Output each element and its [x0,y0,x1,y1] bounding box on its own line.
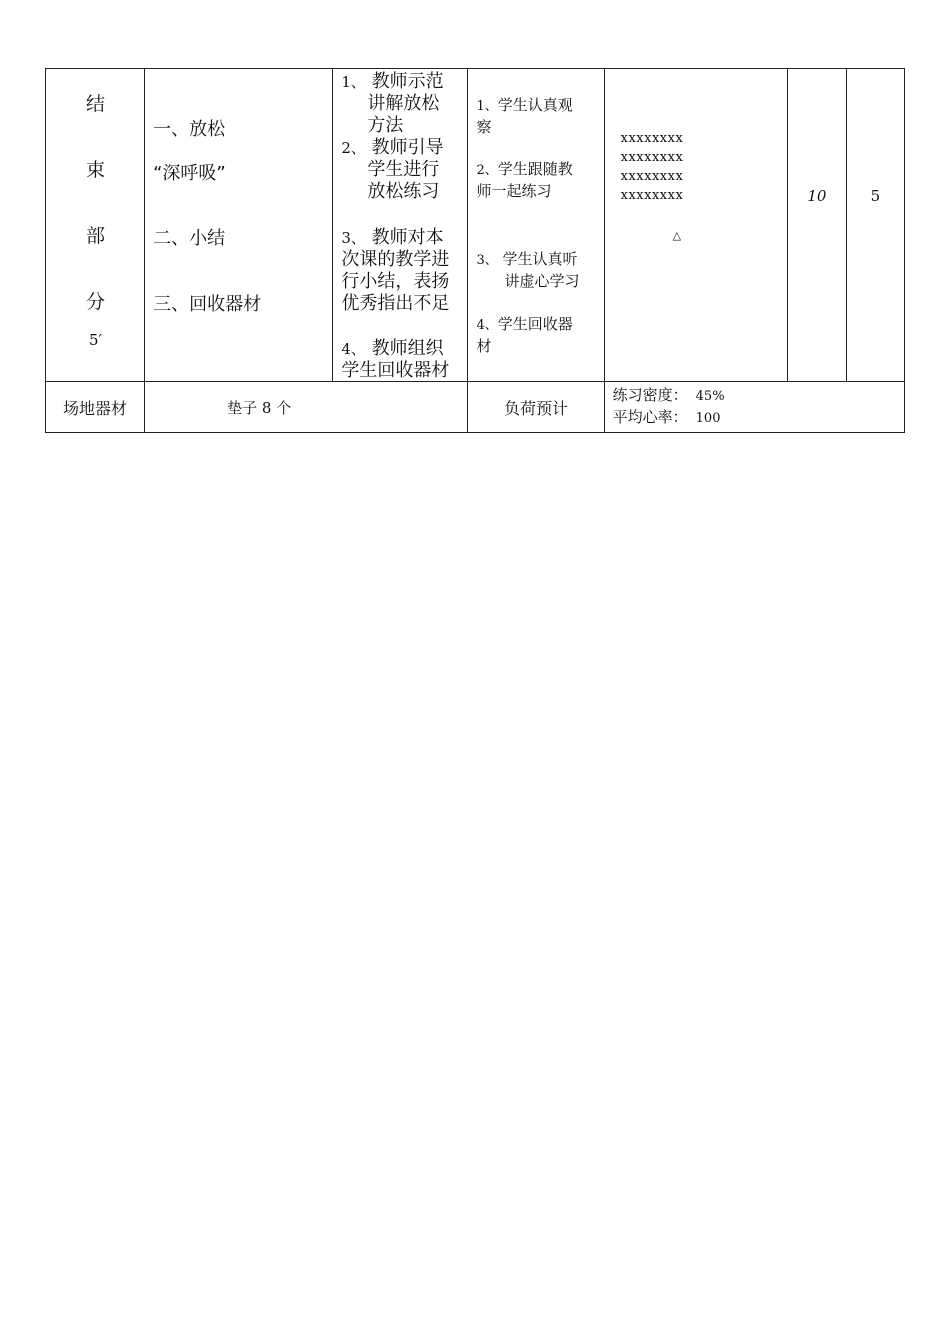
teacher-step-4 [341,338,461,382]
load-label: 负荷预计 [468,382,604,433]
step-text: 学生回收器 [497,315,573,333]
step-number: 2、 [341,139,366,157]
section-char: 部 [85,225,105,247]
step-number: 3、 [476,253,498,268]
time-cell [787,69,846,382]
step-text: 讲虚心学习 [504,272,580,290]
footer-row [46,382,905,433]
step-number: 1、 [476,99,498,114]
teacher-position-marker: △ [672,229,682,242]
density-label: 练习密度： [612,386,688,404]
content-item-collect: 三、回收器材 [153,294,262,315]
step-text: 师一起练习 [476,182,552,200]
step-text: 方法 [367,115,404,136]
student-step-4 [476,314,595,356]
step-text: 讲解放松 [367,93,440,114]
teacher-step-2 [341,137,461,203]
ending-section-row [46,69,905,382]
venue-value: 垫子 8 个 [145,382,468,433]
content-item-relax: 一、放松 [153,119,226,140]
step-text: 学生跟随教 [497,160,573,178]
content-cell [145,69,333,382]
venue-label: 场地器材 [46,382,145,433]
step-number: 3、 [341,229,366,247]
density-line [605,385,904,407]
section-char: 分 [85,291,105,313]
teacher-step-3 [341,227,461,315]
lesson-plan-table [45,68,905,433]
load-values-cell [604,382,904,433]
student-step-1 [476,95,595,137]
section-time: 5′ [89,331,102,349]
step-text: 教师对本 [371,227,444,248]
step-text: 察 [476,118,492,136]
step-number: 1、 [341,73,366,91]
step-text: 次课的教学进 [341,249,450,270]
formation-diagram [621,129,684,205]
count-cell [846,69,904,382]
time-value: 10 [807,187,827,205]
student-step-3 [476,249,595,291]
formation-row: xxxxxxxx [620,169,684,184]
step-number: 4、 [476,318,498,333]
student-step-2 [476,159,595,201]
step-text: 学生认真听 [502,250,578,268]
step-text: 学生进行 [367,159,440,180]
teacher-activity-cell [333,69,468,382]
step-text: 放松练习 [367,181,440,202]
step-text: 教师组织 [371,338,444,359]
heart-rate-label: 平均心率： [612,408,688,426]
formation-cell [604,69,787,382]
step-text: 优秀指出不足 [341,293,450,314]
heart-rate-value: 100 [695,411,721,426]
step-text: 教师示范 [371,71,444,92]
step-text: 学生回收器材 [341,360,450,381]
step-text: 行小结，表扬 [341,271,450,292]
step-number: 4、 [341,340,366,358]
formation-row: xxxxxxxx [620,131,684,146]
step-text: 教师引导 [371,137,444,158]
count-value: 5 [870,187,881,205]
step-number: 2、 [476,163,498,178]
content-item-summary: 二、小结 [153,228,226,249]
section-char: 束 [85,159,105,181]
step-text: 学生认真观 [497,96,573,114]
formation-row: xxxxxxxx [620,150,684,165]
teacher-step-1 [341,71,461,137]
section-char: 结 [85,93,105,115]
step-text: 材 [476,337,492,355]
section-name-cell [46,69,145,382]
formation-row: xxxxxxxx [620,188,684,203]
density-value: 45% [695,389,725,404]
heart-rate-line [605,407,904,429]
content-item-breath: “深呼吸” [153,163,226,184]
student-activity-cell [468,69,604,382]
